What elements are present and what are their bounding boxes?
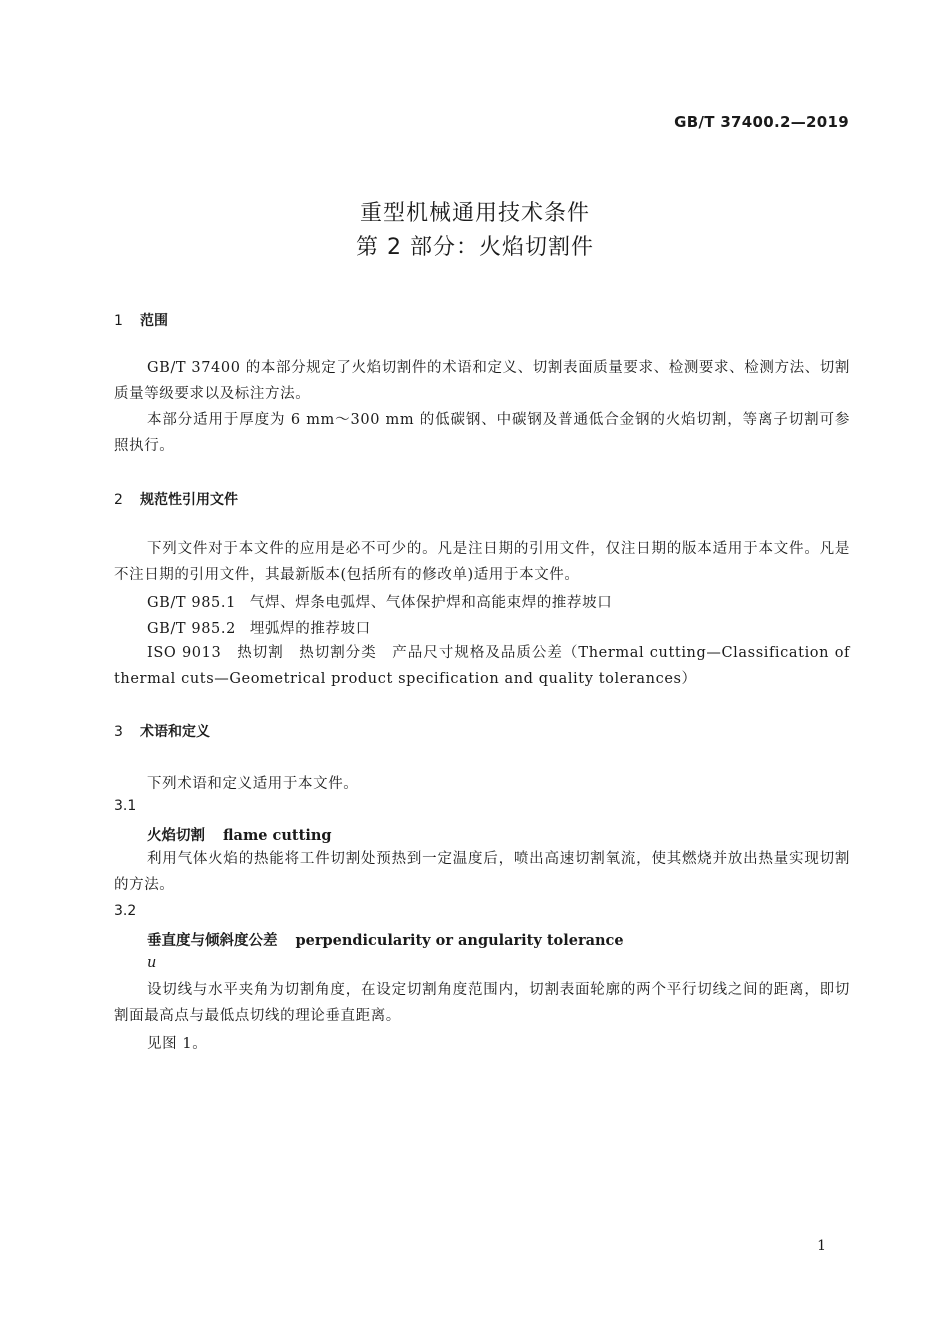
paragraph: 下列文件对于本文件的应用是必不可少的。凡是注日期的引用文件，仅注日期的版本适用于本文件。凡是不注日期的引用文件，其最新版本(包括所有的修改单)适用于本文件。 — [114, 541, 850, 583]
term-definition: 设切线与水平夹角为切割角度，在设定切割角度范围内，切割表面轮廓的两个平行切线之间的距离，即切割面最高点与最低点切线的理论垂直距离。 — [114, 982, 850, 1024]
section-title: 规范性引用文件 — [140, 492, 238, 508]
reference-item-iso: ISO 9013 热切割 热切割分类 产品尺寸规格及品质公差（Thermal cutting—Classification of thermal cuts—Geometrical product specification and quality tolerances） — [114, 645, 850, 687]
reference-title: 埋弧焊的推荐坡口 — [249, 621, 371, 637]
term-note: 见图 1。 — [147, 1036, 208, 1052]
term-number: 3.1 — [114, 798, 137, 814]
paragraph: 下列术语和定义适用于本文件。 — [147, 776, 359, 792]
section-heading-scope — [114, 310, 168, 330]
section-title: 术语和定义 — [140, 724, 210, 740]
page-number: 1 — [817, 1238, 826, 1254]
section-heading-terms — [114, 721, 210, 741]
term-entry — [147, 929, 624, 950]
section-number: 2 — [114, 492, 123, 508]
section-number: 1 — [114, 313, 123, 329]
reference-code: GB/T 985.1 — [147, 595, 236, 611]
reference-title: 气焊、焊条电弧焊、气体保护焊和高能束焊的推荐坡口 — [249, 595, 613, 611]
section-title: 范围 — [140, 313, 168, 329]
term-zh: 火焰切割 — [147, 828, 205, 844]
paragraph: GB/T 37400 的本部分规定了火焰切割件的术语和定义、切割表面质量要求、检测要求、检测方法、切割质量等级要求以及标注方法。 — [114, 360, 850, 402]
reference-item — [147, 591, 612, 612]
section-heading-normative-references — [114, 489, 238, 509]
term-symbol: u — [147, 955, 157, 971]
term-en: flame cutting — [223, 827, 332, 844]
document-subtitle: 第 2 部分：火焰切割件 — [356, 235, 594, 260]
term-en: perpendicularity or angularity tolerance — [295, 932, 624, 949]
section-number: 3 — [114, 724, 123, 740]
standard-number: GB/T 37400.2—2019 — [674, 113, 849, 131]
term-zh: 垂直度与倾斜度公差 — [147, 933, 278, 949]
term-number: 3.2 — [114, 903, 137, 919]
term-entry — [147, 824, 332, 845]
reference-code: GB/T 985.2 — [147, 621, 236, 637]
reference-item — [147, 617, 371, 638]
document-title: 重型机械通用技术条件 — [359, 201, 590, 226]
term-definition: 利用气体火焰的热能将工件切割处预热到一定温度后，喷出高速切割氧流，使其燃烧并放出热量实现切割的方法。 — [114, 851, 850, 893]
paragraph: 本部分适用于厚度为 6 mm～300 mm 的低碳钢、中碳钢及普通低合金钢的火焰切割，等离子切割可参照执行。 — [114, 412, 850, 454]
